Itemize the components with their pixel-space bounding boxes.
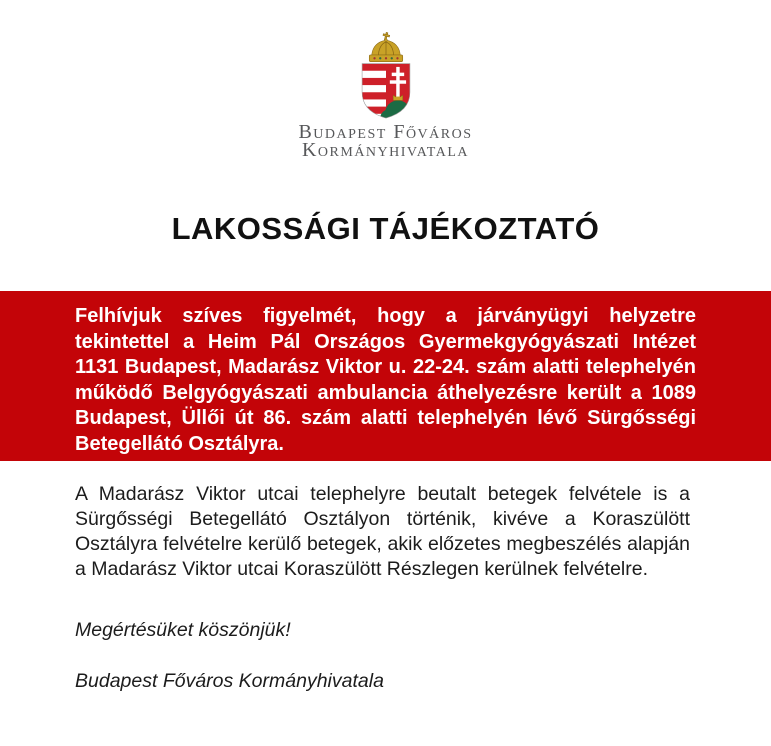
- org-name-line2: Kormányhivatala: [301, 139, 469, 161]
- thanks-line: Megértésüket köszönjük!: [75, 619, 291, 641]
- alert-banner-text: Felhívjuk szíves figyelmét, hogy a járványügyi helyzetre tekintettel a Heim Pál Országos Gyermekgyógyászati Intézet 1131 Budapest, Madarász Viktor u. 22-24. szám alatti telephelyén működő Belgyógyászati ambulancia áthelyezésre került a 1089 Budapest, Üllői út 86. szám alatti telephelyén lévő Sürgősségi Betegellátó Osztályra.: [75, 305, 696, 455]
- body-paragraph: A Madarász Viktor utcai telephelyre beutalt betegek felvétele is a Sürgősségi Betegellátó Osztályon történik, kivéve a Koraszülött Osztályra felvételre kerülő betegek, akik előzetes megbeszélés alapján a Madarász Viktor utcai Koraszülött Részlegen kerülnek felvételre.: [75, 483, 690, 580]
- org-name-line1: Budapest Főváros: [298, 121, 473, 143]
- signature-line: Budapest Főváros Kormányhivatala: [75, 670, 384, 692]
- shield-icon: [362, 64, 416, 120]
- org-name: [0, 123, 771, 159]
- page-title: LAKOSSÁGI TÁJÉKOZTATÓ: [171, 211, 600, 246]
- org-header: [0, 0, 771, 159]
- alert-banner: [0, 291, 771, 461]
- hungary-coat-of-arms-icon: [351, 32, 421, 120]
- notice-body: [0, 482, 771, 693]
